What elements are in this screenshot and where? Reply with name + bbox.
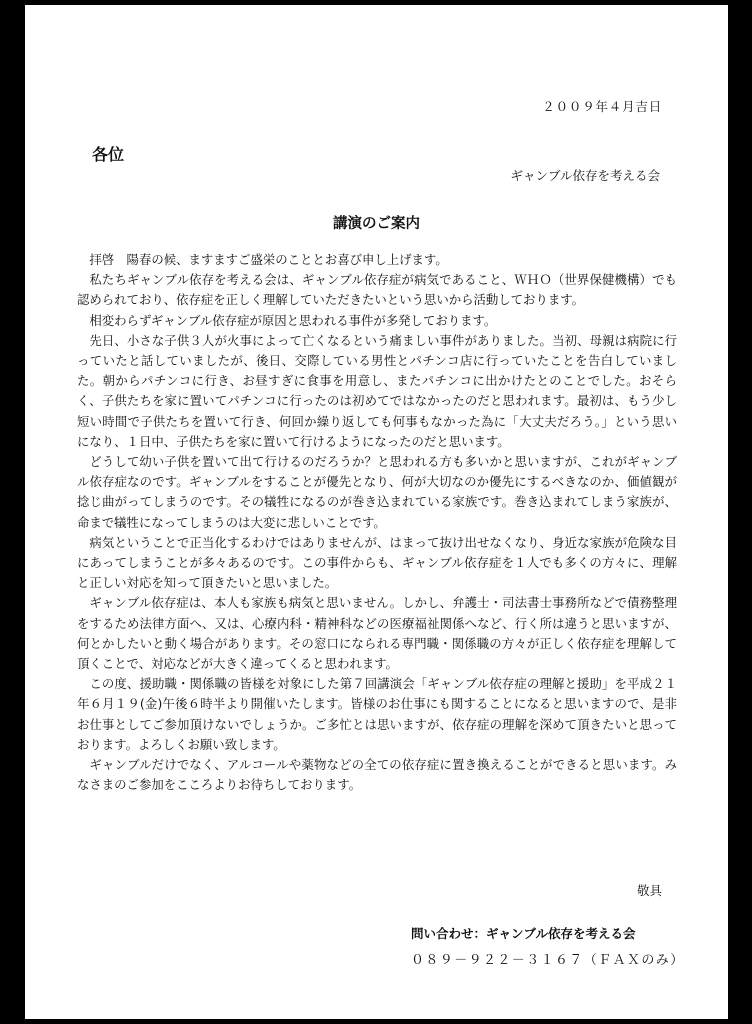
paragraph-invitation: ギャンブルだけでなく、アルコールや薬物などの全ての依存症に置き換えることができると思います。みなさまのご参加をこころよりお待ちしております。 [77, 757, 677, 793]
paragraph-addiction: どうして幼い子供を置いて出て行けるのだろうか？と思われる方も多いかと思いますが、これがギャンブル依存症なのです。ギャンブルをすることが優先となり、何が大切なのか優先にするべきなのか、価値観が捻じ曲がってしまうのです。その犠牲になるのが巻き込まれている家族です。巻き込まれてしまう家族が、命まで犠牲になってしまうのは大変に悲しいことです。 [77, 454, 677, 530]
contact-phone: ０８９－９２２－３１６７（ＦＡＸのみ） [411, 953, 685, 968]
paragraph-organization: 私たちギャンブル依存を考える会は、ギャンブル依存症が病気であること、ＷＨＯ（世界保健機構）でも認められており、依存症を正しく理解していただきたいという思いから活動しております。 [77, 272, 677, 308]
paragraph-lecture: この度、援助職・関係職の皆様を対象にした第７回講演会「ギャンブル依存症の理解と援助」を平成２１年６月１９(金)午後６時半より開催いたします。皆様のお仕事にも関することになると思いますので、是非お仕事としてご参加頂けないでしょうか。ご多忙とは思いますが、依存症の理解を深めて頂きたいと思っております。よろしくお願い致します。 [77, 676, 677, 752]
paragraph-greeting: 拝啓 陽春の候、ますますご盛栄のこととお喜び申し上げます。 [89, 252, 448, 267]
paragraph-professionals: ギャンブル依存症は、本人も家族も病気と思いません。しかし、弁護士・司法書士事務所などで債務整理をするため法律方面へ、又は、心療内科・精神科などの医療福祉関係へなど、行く所は違うと思いますが、何とかしたいと動く場合があります。その窓口になられる専門職・関係職の方々が正しく依存症を理解して頂くことで、対応などが大きく違ってくると思われます。 [77, 595, 677, 672]
paragraph-incidents: 相変わらずギャンブル依存症が原因と思われる事件が多発しております。 [89, 312, 497, 328]
sender-organization: ギャンブル依存を考える会 [510, 168, 660, 183]
contact-label: 問い合わせ：ギャンブル依存を考える会 [411, 926, 636, 941]
letter-title: 講演のご案内 [333, 216, 420, 232]
letter-page [25, 5, 728, 1019]
paragraph-case: 先日、小さな子供３人が火事によって亡くなるという痛ましい事件がありました。当初、母親は病院に行っていたと話していましたが、後日、交際している男性とパチンコ店に行っていたことを告白していました。朝からパチンコに行き、お昼すぎに食事を用意し、またパチンコに出かけたとのことでした。おそらく、子供たちを家に置いてパチンコに行ったのは初めてではなかったのだと思われます。最初は、もう少し短い時間で子供たちを置いて行き、何回か繰り返しても何事もなかった為に「大丈夫だろう。」という思いになり、１日中、子供たちを家に置いて行けるようになったのだと思います。 [77, 332, 677, 449]
closing-remark: 敬具 [636, 883, 662, 898]
paragraph-danger: 病気ということで正当化するわけではありませんが、はまって抜け出せなくなり、身近な家族が危険な目にあってしまうことが多々あるのです。この事件からも、ギャンブル依存症を１人でも多くの方々に、理解と正しい対応を知って頂きたいと思いました。 [77, 534, 677, 591]
letter-date: ２００９年４月吉日 [542, 99, 662, 114]
letter-body [77, 250, 677, 795]
recipient-heading: 各位 [92, 145, 125, 164]
